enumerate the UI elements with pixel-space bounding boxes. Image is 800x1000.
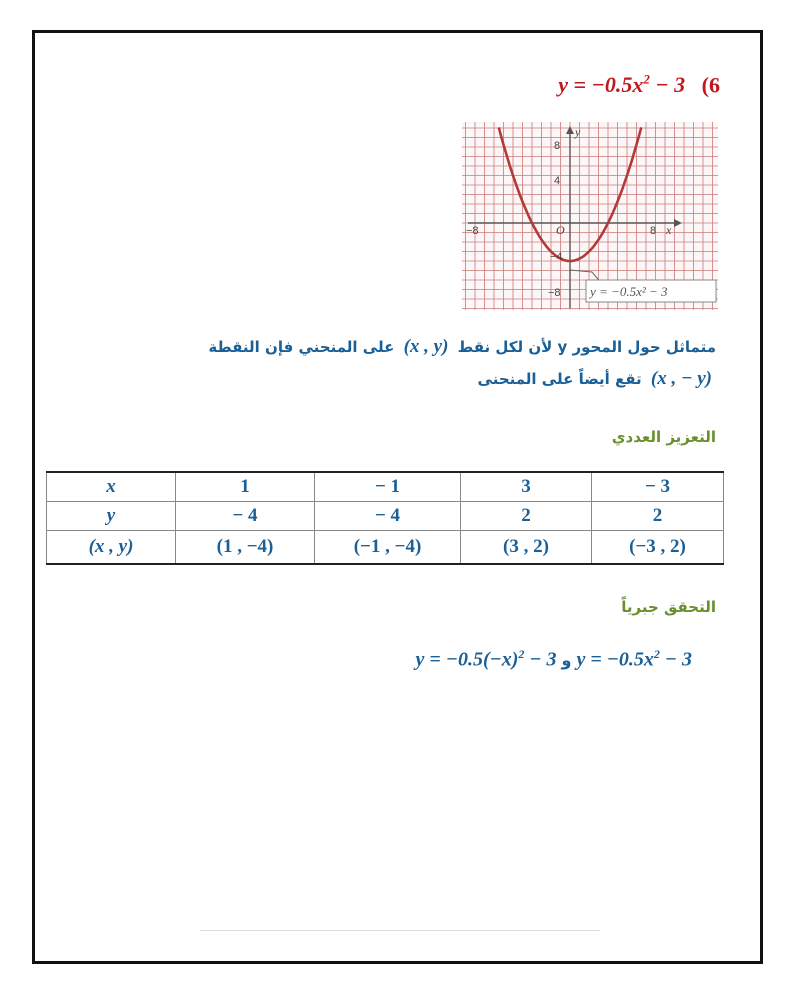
table-cell: − 4 <box>315 502 461 531</box>
tick-x-8: 8 <box>650 225 657 237</box>
table-cell: (1 , −4) <box>176 531 315 565</box>
algebraic-verification <box>272 647 692 672</box>
table-cell: − 3 <box>592 472 724 502</box>
table-cell: (3 , 2) <box>461 531 592 565</box>
table-cell: 3 <box>461 472 592 502</box>
table-cell: 2 <box>592 502 724 531</box>
tick-y-8: 8 <box>554 140 561 152</box>
table-cell: (−3 , 2) <box>592 531 724 565</box>
table-cell: y <box>47 502 176 531</box>
table-cell: 1 <box>176 472 315 502</box>
tick-y-neg8: −8 <box>548 287 561 299</box>
problem-equation: $y = -0.5x^2 - 3$ <box>558 72 686 98</box>
numeric-heading: التعزيز العددي <box>611 428 716 446</box>
tick-y-4: 4 <box>554 175 561 187</box>
origin-label: O <box>556 223 565 237</box>
table-cell: (−1 , −4) <box>315 531 461 565</box>
table-cell: 2 <box>461 502 592 531</box>
parabola-graph <box>462 122 718 310</box>
values-table <box>46 471 724 565</box>
symmetry-statement-line2: (x , − y) تقع أيضاً على المنحنى <box>156 368 716 390</box>
table-cell: − 4 <box>176 502 315 531</box>
table-row <box>47 472 724 502</box>
table-cell: (x , y) <box>47 531 176 565</box>
table-row <box>47 531 724 565</box>
algebra-heading: التحقق جبرياً <box>621 598 716 616</box>
equation-mirrored: $y = -0.5(-x)^2 - 3$ <box>415 647 557 671</box>
curve-label: y = −0.5x² − 3 <box>590 284 668 299</box>
symmetry-statement-line1: متماثل حول المحور y لأن لكل نقط (x , y) على المنحني فإن النقطة <box>208 336 716 357</box>
y-axis-label: y <box>575 125 581 139</box>
table-row <box>47 502 724 531</box>
x-axis-label: x <box>666 223 672 237</box>
connector-and: و <box>561 650 572 670</box>
equation-original: $y = -0.5x^2 - 3$ <box>576 647 692 671</box>
point-x-y: (x , y) <box>403 336 449 357</box>
point-x-neg-y: (x , − y) <box>650 368 712 389</box>
tick-y-neg4: −4 <box>550 251 563 263</box>
problem-title <box>470 72 720 104</box>
table-cell: − 1 <box>315 472 461 502</box>
footer-divider <box>200 930 600 931</box>
table-cell: x <box>47 472 176 502</box>
problem-number: (6 <box>701 72 720 98</box>
tick-x-neg8: −8 <box>466 225 479 237</box>
